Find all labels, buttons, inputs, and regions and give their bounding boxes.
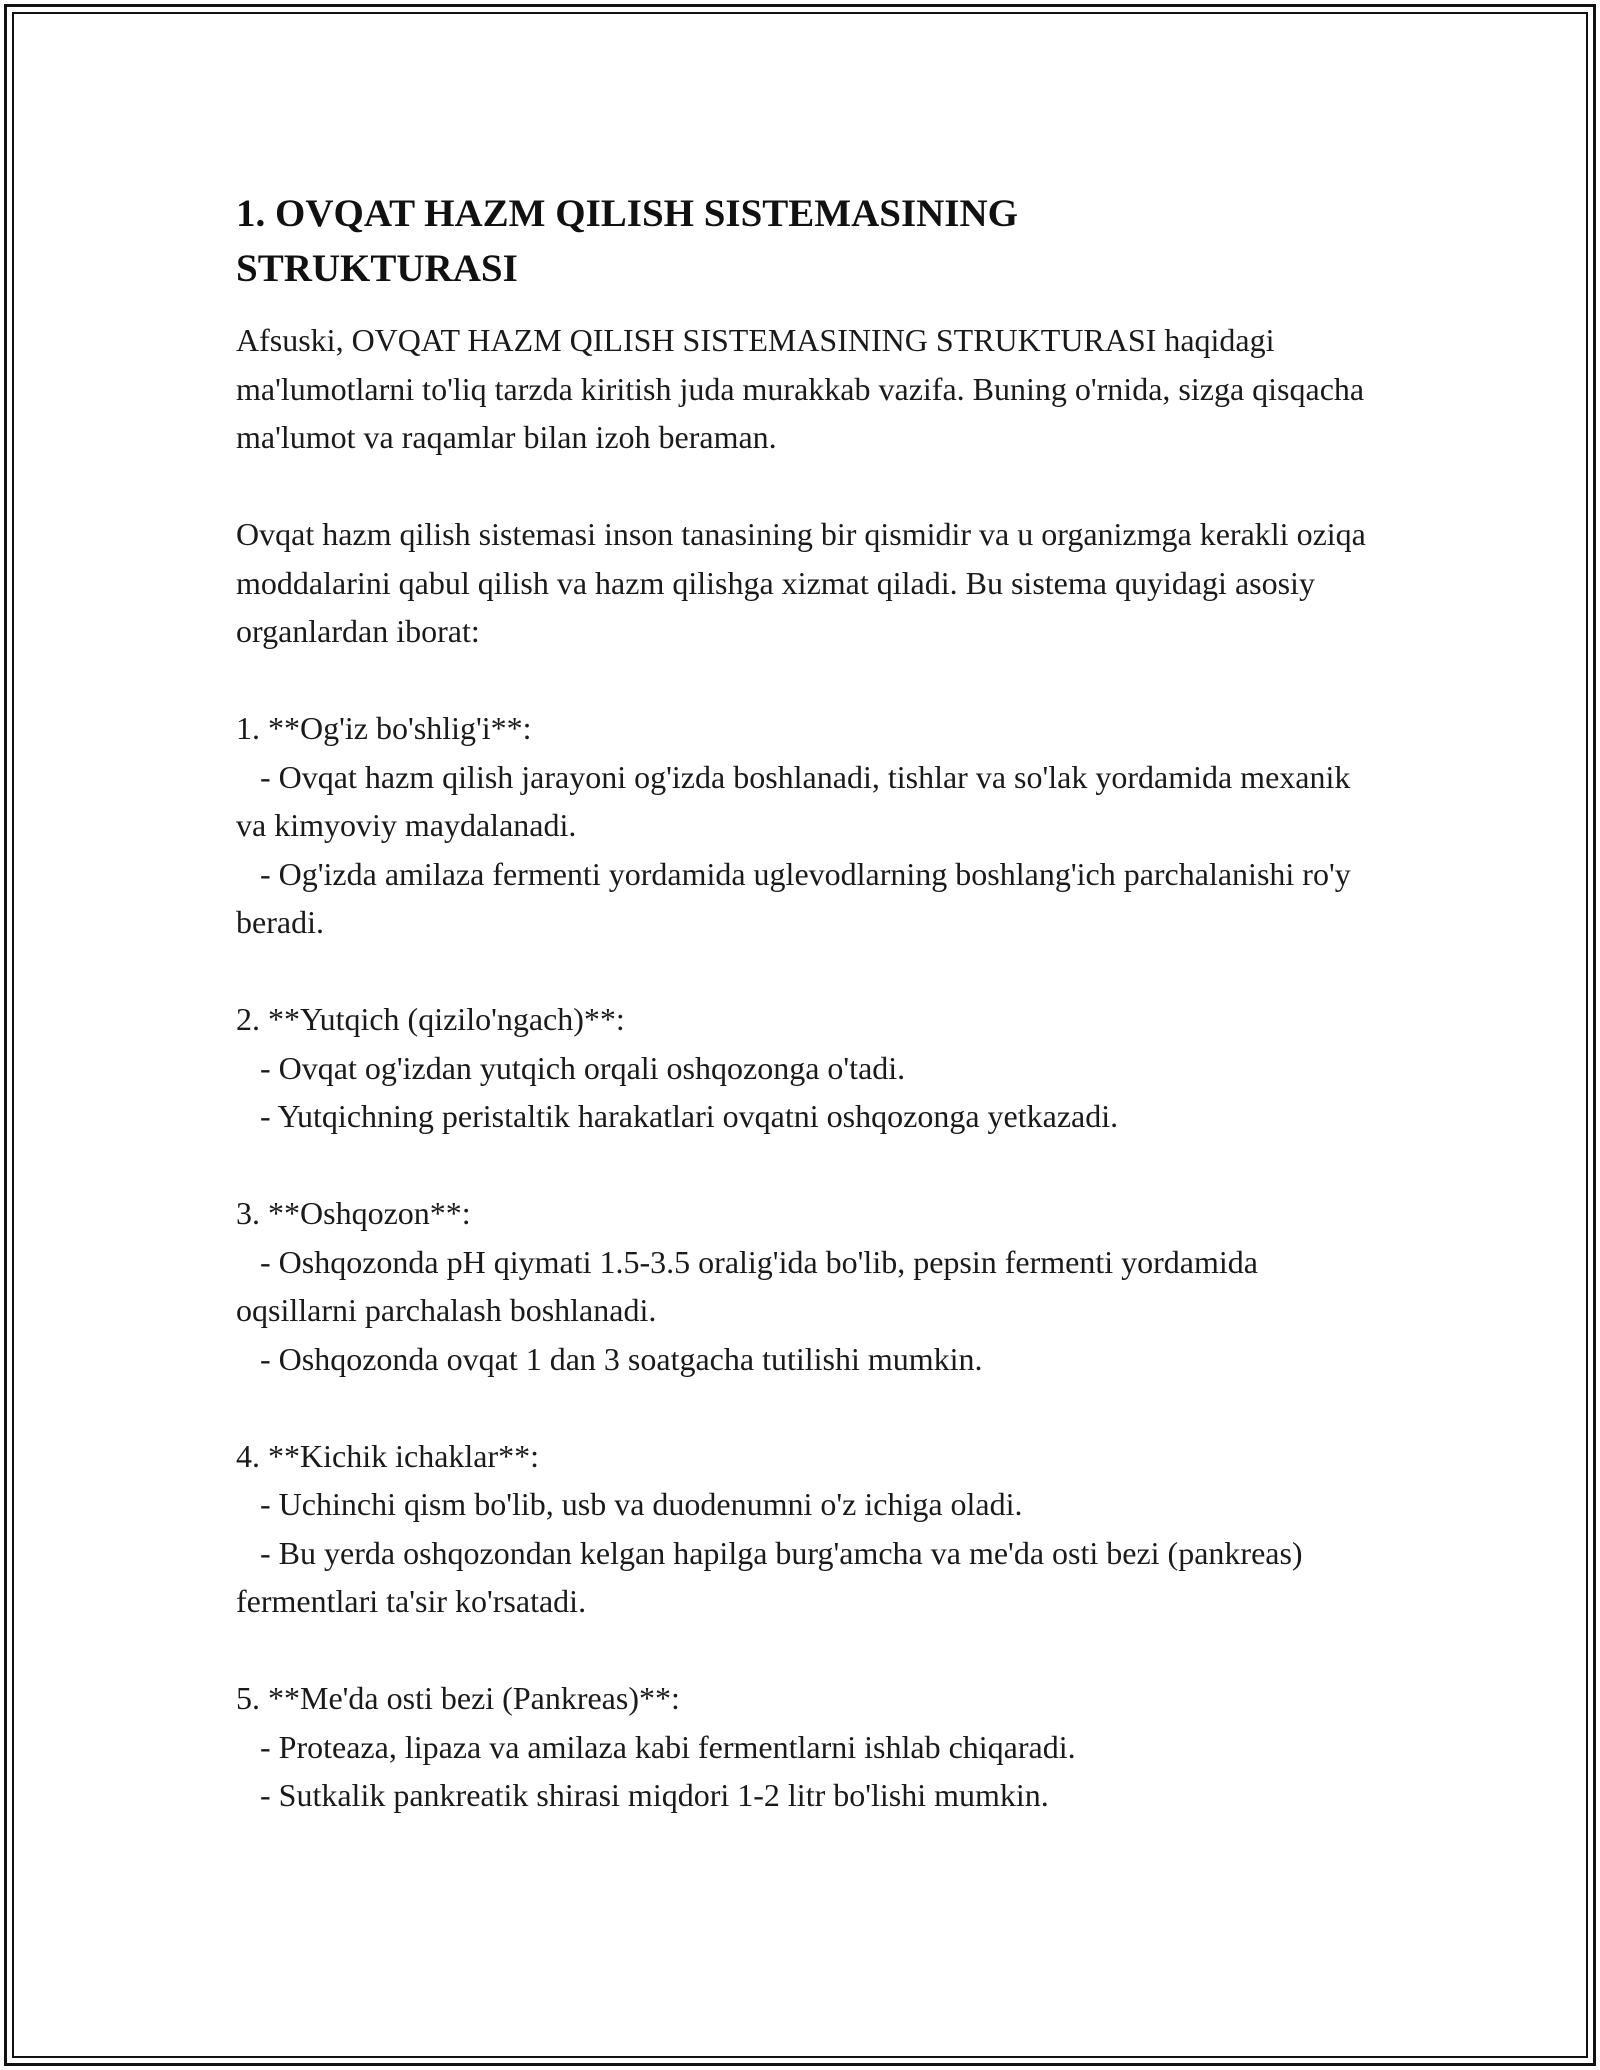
document-title <box>236 186 1366 296</box>
section-stomach <box>236 1189 1366 1383</box>
spacer <box>236 462 1366 511</box>
section-heading: 1. **Og'iz bo'shlig'i**: <box>236 710 532 746</box>
section-heading: 5. **Me'da osti bezi (Pankreas)**: <box>236 1680 680 1716</box>
section-esophagus <box>236 995 1366 1141</box>
document-title-line-2: STRUKTURASI <box>236 247 518 290</box>
section-item: - Ovqat og'izdan yutqich orqali oshqozonga o'tadi. <box>236 1049 906 1086</box>
overview-paragraph: Ovqat hazm qilish sistemasi inson tanasining bir qismidir va u organizmga kerakli oziqa moddalarini qabul qilish va hazm qilishga xizmat qiladi. Bu sistema quyidagi asosiy organlardan iborat: <box>236 516 1374 649</box>
section-small-intestine <box>236 1432 1366 1626</box>
spacer <box>236 656 1366 705</box>
section-item: - Oshqozonda ovqat 1 dan 3 soatgacha tutilishi mumkin. <box>236 1340 983 1377</box>
intro-paragraph: Afsuski, OVQAT HAZM QILISH SISTEMASINING STRUKTURASI haqidagi ma'lumotlarni to'liq tarzda kiritish juda murakkab vazifa. Buning o'rnida, sizga qisqacha ma'lumot va raqamlar bilan izoh beraman. <box>236 322 1373 455</box>
spacer <box>236 1626 1366 1675</box>
section-item: - Sutkalik pankreatik shirasi miqdori 1-2 litr bo'lishi mumkin. <box>236 1777 1049 1813</box>
section-heading: 3. **Oshqozon**: <box>236 1195 471 1231</box>
section-mouth <box>236 704 1366 947</box>
spacer <box>236 1383 1366 1432</box>
spacer <box>236 1141 1366 1190</box>
section-item: - Uchinchi qism bo'lib, usb va duodenumni o'z ichiga oladi. <box>236 1486 1023 1522</box>
spacer <box>236 947 1366 996</box>
section-item: - Ovqat hazm qilish jarayoni og'izda boshlanadi, tishlar va so'lak yordamida mexanik va kimyoviy maydalanadi. <box>236 758 1359 843</box>
section-item: - Yutqichning peristaltik harakatlari ovqatni oshqozonga yetkazadi. <box>236 1098 1119 1134</box>
section-item: - Og'izda amilaza fermenti yordamida uglevodlarning boshlang'ich parchalanishi ro'y beradi. <box>236 855 1359 940</box>
section-heading: 2. **Yutqich (qizilo'ngach)**: <box>236 1001 625 1037</box>
section-item: - Bu yerda oshqozondan kelgan hapilga burg'amcha va me'da osti bezi (pankreas) fermentlari ta'sir ko'rsatadi. <box>236 1534 1311 1619</box>
document-title-line-1: 1. OVQAT HAZM QILISH SISTEMASINING <box>236 192 1018 235</box>
section-item: - Proteaza, lipaza va amilaza kabi fermentlarni ishlab chiqaradi. <box>236 1728 1076 1765</box>
section-heading: 4. **Kichik ichaklar**: <box>236 1437 540 1474</box>
section-item: - Oshqozonda pH qiymati 1.5-3.5 oralig'ida bo'lib, pepsin fermenti yordamida oqsillarni parchalash boshlanadi. <box>236 1243 1266 1328</box>
section-pancreas <box>236 1674 1366 1820</box>
document-body <box>236 186 1374 1820</box>
